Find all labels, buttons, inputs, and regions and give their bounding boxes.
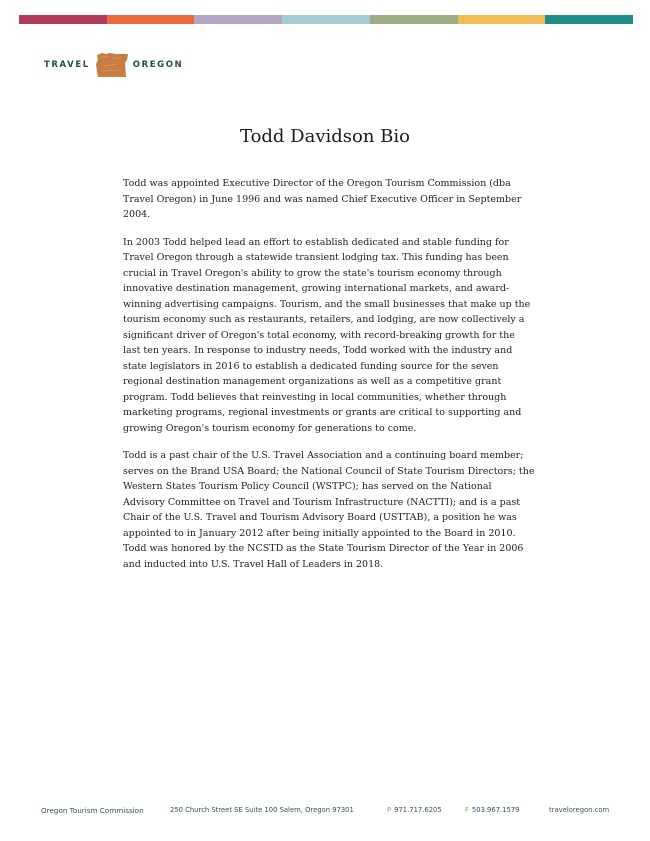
logo-text-oregon: OREGON [132,60,184,70]
color-bar-segment [545,15,633,24]
bio-paragraph: Todd is a past chair of the U.S. Travel Association and a continuing board member; serves on the Brand USA Board; the National Council of State Tourism Directors; the Western States Tourism Policy Council (WSTPC); has served on the National Advisory Committee on Travel and Tourism Infrastructure (NACTTI); and is a past Chair of the U.S. Travel and Tourism Advisory Board (USTTAB), a position he was appointed to in January 2012 after being initially appointed to the Board in 2010. Todd was honored by the NCSTD as the State Tourism Director of the Year in 2006 and inducted into U.S. Travel Hall of Leaders in 2018. [123,450,535,570]
phone-label: P [387,806,392,814]
footer-phone [387,806,442,814]
footer-address: 250 Church Street SE Suite 100 Salem, Oregon 97301 [170,806,354,814]
color-bar-segment [282,15,370,24]
fax-number: 503.967.1579 [471,806,520,814]
footer-fax [465,806,520,814]
color-bar-segment [107,15,195,24]
color-bar-segment [19,15,107,24]
footer-website-link[interactable]: traveloregon.com [549,806,610,814]
travel-oregon-logo [44,52,183,78]
bio-body [123,176,535,584]
footer-organization: Oregon Tourism Commission [41,806,144,815]
logo-text-travel: TRAVEL [44,60,90,70]
fax-label: F [465,806,469,814]
color-bar-segment [458,15,546,24]
bio-paragraph: Todd was appointed Executive Director of the Oregon Tourism Commission (dba Travel Oregon) in June 1996 and was named Chief Executive Officer in September 2004. [123,178,522,220]
page-title: Todd Davidson Bio [239,126,411,147]
color-bar-segment [370,15,458,24]
bio-paragraph: In 2003 Todd helped lead an effort to establish dedicated and stable funding for Travel Oregon through a statewide transient lodging tax. This funding has been crucial in Travel Oregon's ability to grow the state's tourism economy through innovative destination management, growing international markets, and award-winning advertising campaigns. Tourism, and the small businesses that make up the tourism economy such as restaurants, retailers, and lodging, are now collectively a significant driver of Oregon's total economy, with record-breaking growth for the last ten years. In response to industry needs, Todd worked with the industry and state legislators in 2016 to establish a dedicated funding source for the seven regional destination management organizations as well as a competitive grant program. Todd believes that reinvesting in local communities, whether through marketing programs, regional investments or grants are critical to supporting and growing Oregon's tourism economy for generations to come. [123,236,531,434]
header-color-bar [19,15,633,24]
color-bar-segment [194,15,282,24]
oregon-state-icon [95,52,129,78]
footer [41,806,621,818]
phone-number: 971.717.6205 [394,806,442,814]
